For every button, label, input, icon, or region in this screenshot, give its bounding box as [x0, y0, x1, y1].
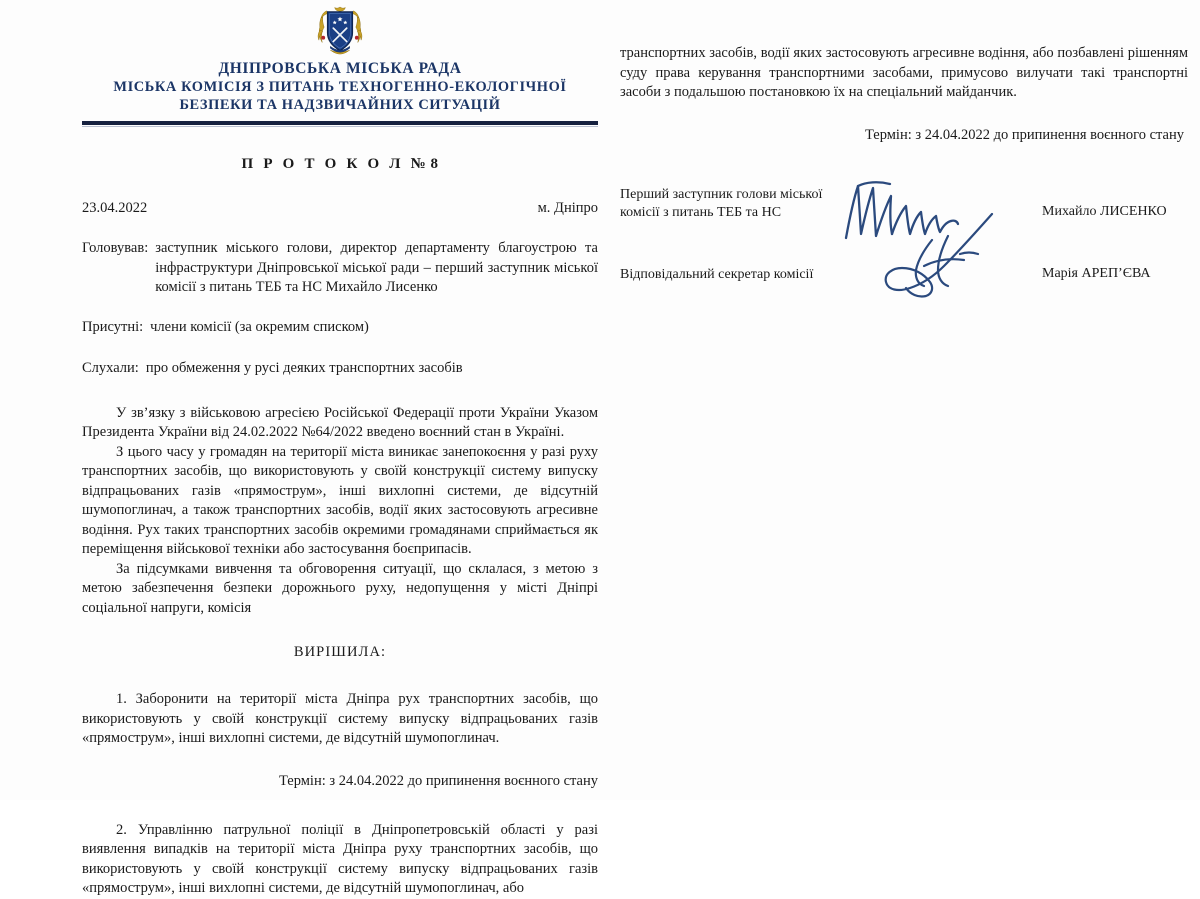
resolution-item [82, 821, 598, 899]
page-title [82, 156, 598, 173]
presiding-block [82, 239, 598, 297]
lysenko-signature-ink [838, 176, 988, 248]
org-line-1: ДНІПРОВСЬКА МІСЬКА РАДА [218, 60, 462, 77]
resolution-number: 1. [116, 691, 127, 708]
org-line-3: БЕЗПЕКИ ТА НАДЗВИЧАЙНИХ СИТУАЦІЙ [179, 97, 501, 114]
header-divider-thin [82, 126, 598, 127]
signature-row [620, 186, 1188, 222]
paragraph: За підсумками вивчення та обговорення ситуації, що склалася, з метою з метою забезпечення безпеки дорожнього руху, недопущення у місті Дніпрі соціальної напруги, комісія [82, 560, 598, 616]
continuation-paragraph: транспортних засобів, водії яких застосовують агресивне водіння, або позбавлені рішенням суду права керування транспортними засобами, примусово вилучати такі транспортні засоби з подальшою постановкою їх на спеціальний майданчик. [620, 45, 1188, 100]
resolution-text: Управлінню патрульної поліції в Дніпропетровській області у разі виявлення випадків на території міста Дніпра руху транспортних засобів, що використовують у своїй конструкції систему випуску відпрацьованих газів «прямострум», інші вихлопні системи, де відсутній шумопоглинач, або [82, 821, 599, 897]
presiding-text: заступник міського голови, директор департаменту благоустрою та інфраструктури Дніпровської міської ради – перший заступник міської комісії з питань ТЕБ та НС Михайло Лисенко [155, 240, 598, 295]
resolution-text: Заборонити на території міста Дніпра рух транспортних засобів, що використовують у своїй конструкції систему випуску відпрацьованих газів «прямострум», інші вихлопні системи, де відсутній шумопоглинач. [82, 691, 599, 747]
decided-label: ВИРІШИЛА: [293, 644, 387, 661]
letterhead [82, 0, 598, 127]
heard-text: про обмеження у русі деяких транспортних засобів [145, 359, 463, 376]
signature-role: Перший заступник голови міської комісії з питань ТЕБ та НС [620, 186, 823, 220]
present-block [82, 318, 598, 337]
signature-row [620, 266, 1188, 284]
presiding-label: Головував: [82, 240, 149, 257]
document-date: 23.04.2022 [82, 200, 148, 217]
org-line-2: МІСЬКА КОМІСІЯ З ПИТАНЬ ТЕХНОГЕННО-ЕКОЛОГІЧНОЇ [113, 79, 567, 96]
right-column [620, 0, 1200, 800]
document-place: м. Дніпро [537, 200, 598, 217]
protocol-number: № 8 [410, 156, 439, 173]
signature-name: Михайло ЛИСЕНКО [1042, 203, 1167, 219]
body-text [82, 404, 598, 619]
arepieva-signature-ink [872, 210, 1012, 302]
heard-label: Слухали: [82, 359, 139, 376]
signature-name: Марія АРЕП’ЄВА [1042, 265, 1151, 281]
resolution-number: 2. [116, 821, 127, 838]
header-divider [82, 121, 598, 125]
present-label: Присутні: [82, 319, 144, 336]
protocol-word: П Р О Т О К О Л [241, 156, 404, 173]
paragraph: У зв’язку з військовою агресією Російської Федерації проти України Указом Президента України від 24.02.2022 №64/2022 введено воєнний стан в Україні. [82, 404, 598, 441]
meta-row [82, 200, 598, 217]
signature-role: Відповідальний секретар комісії [620, 266, 814, 282]
resolution-item [82, 690, 598, 749]
paragraph: З цього часу у громадян на території міста виникає занепокоєння у разі руху транспортних засобів, що використовують у своїй конструкції систему випуску відпрацьованих газів «прямострум», інші вихлопні системи, де відсутній шумопоглинач, а також транспортних засобів, водії яких застосовують агресивне водіння. Рух таких транспортних засобів окремими громадянами сприймається як переміщення військової техніки або застосування боєприпасів. [82, 443, 598, 558]
resolution-deadline: Термін: з 24.04.2022 до припинення воєнного стану [278, 772, 598, 789]
signature-area [620, 186, 1188, 285]
organization-heading [82, 59, 598, 114]
continuation-deadline: Термін: з 24.04.2022 до припинення воєнного стану [864, 126, 1184, 143]
present-text: члени комісії (за окремим списком) [150, 319, 369, 336]
dnipro-city-coat-of-arms-icon [316, 6, 364, 56]
heard-block [82, 359, 598, 378]
